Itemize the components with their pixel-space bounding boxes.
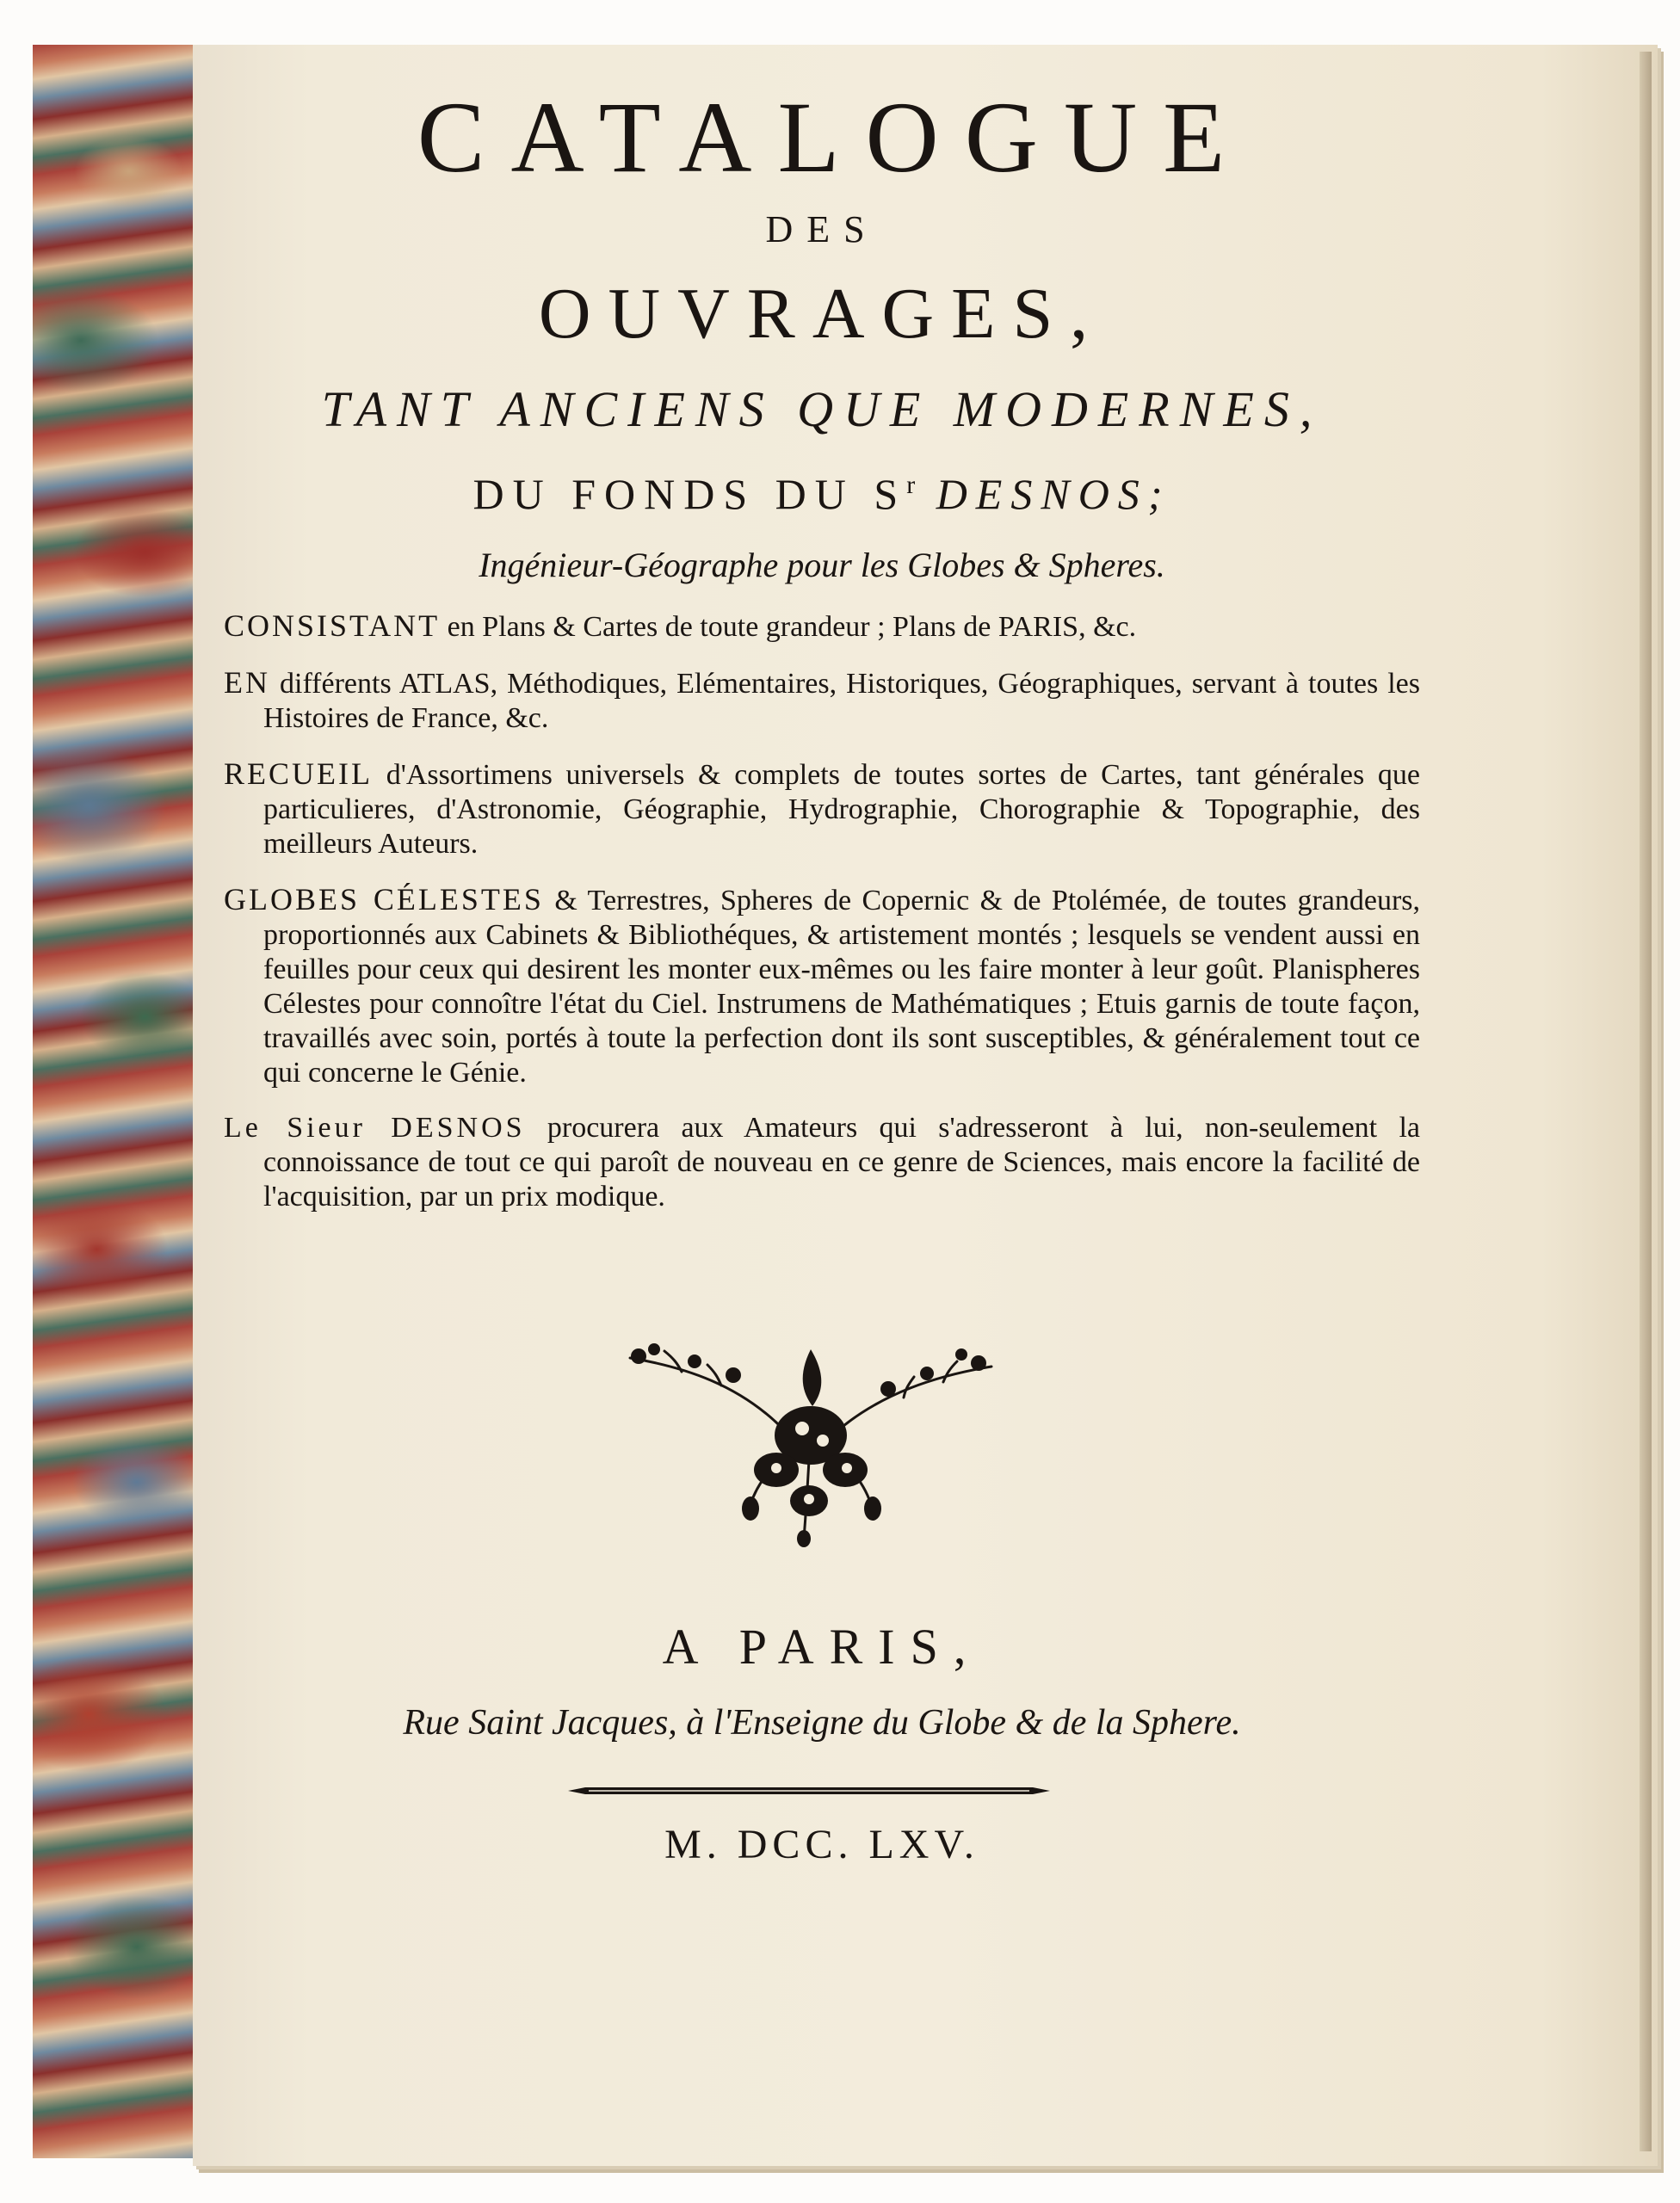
floral-ornament-icon bbox=[613, 1332, 1009, 1547]
paragraph-lead: Le Sieur DESNOS bbox=[224, 1112, 526, 1144]
catalogue-title: CATALOGUE bbox=[417, 81, 1251, 194]
paragraph-lead: CONSISTANT bbox=[224, 608, 441, 643]
subtitle-ingenieur: Ingénieur-Géographe pour les Globes & Spheres. bbox=[479, 546, 1165, 584]
paragraph-recueil bbox=[224, 756, 1420, 861]
paragraph-text: différents ATLAS, Méthodiques, Elémentaires, Historiques, Géographiques, servant à toutes les Histoires de France, &c. bbox=[263, 668, 1420, 734]
marbled-binding-spine bbox=[33, 45, 195, 2158]
imprint-place: A PARIS, bbox=[662, 1619, 982, 1675]
paragraph-atlas bbox=[224, 665, 1420, 736]
page-edge-shadow bbox=[1640, 52, 1652, 2151]
subtitle-fonds-prefix: DU FONDS DU S bbox=[472, 470, 907, 518]
subtitle-desnos-name: DESNOS; bbox=[936, 470, 1171, 518]
subtitle-fonds-desnos bbox=[224, 459, 1420, 521]
paragraph-text: d'Assortimens universels & complets de toutes sortes de Cartes, tant générales que particulieres, d'Astronomie, Géographie, Hydrographie, Chorographie & Topographie, des meilleurs Auteurs. bbox=[263, 759, 1421, 860]
subtitle-sieur-sup: r bbox=[906, 471, 917, 499]
paragraph-sieur-desnos bbox=[224, 1111, 1420, 1214]
paragraph-text: & Terrestres, Spheres de Copernic & de Ptolémée, de toutes grandeurs, proportionnés aux Cabinets & Bibliothéques, & artistement montés ; lesquels se vendent aussi en feuilles pour ceux qui desirent les monter eux-mêmes ou les faire monter à leur goût. Planispheres Célestes pour connoître l'état du Ciel. Instrumens de Mathématiques ; Etuis garnis de toute façon, travaillés avec soin, portés à toute la perfection dont ils sont susceptibles, & généralement tout ce qui concerne le Génie. bbox=[263, 885, 1420, 1089]
title-ouvrages: OUVRAGES, bbox=[538, 274, 1106, 354]
paragraph-text: procurera aux Amateurs qui s'adresseront à lui, non-seulement la connoissance de tout ce qui paroît de nouveau en ce genre de Sciences, mais encore la facilité de l'acquisition, par un prix modique. bbox=[263, 1112, 1421, 1213]
subtitle-anciens-modernes: TANT ANCIENS QUE MODERNES, bbox=[321, 381, 1323, 437]
title-block bbox=[224, 82, 1420, 1214]
divider-rule bbox=[568, 1786, 1050, 1796]
paragraph-lead: RECUEIL bbox=[224, 756, 373, 791]
paragraph-consistant bbox=[224, 608, 1420, 645]
paragraph-text: en Plans & Cartes de toute grandeur ; Plans de PARIS, &c. bbox=[447, 611, 1137, 643]
title-des: DES bbox=[765, 208, 879, 250]
imprint-address: Rue Saint Jacques, à l'Enseigne du Globe & de la Sphere. bbox=[403, 1703, 1241, 1743]
imprint-date: M. DCC. LXV. bbox=[664, 1822, 979, 1867]
paragraph-lead: EN bbox=[224, 665, 270, 700]
paragraph-lead: GLOBES CÉLESTES bbox=[224, 882, 544, 916]
paragraph-globes bbox=[224, 882, 1420, 1090]
